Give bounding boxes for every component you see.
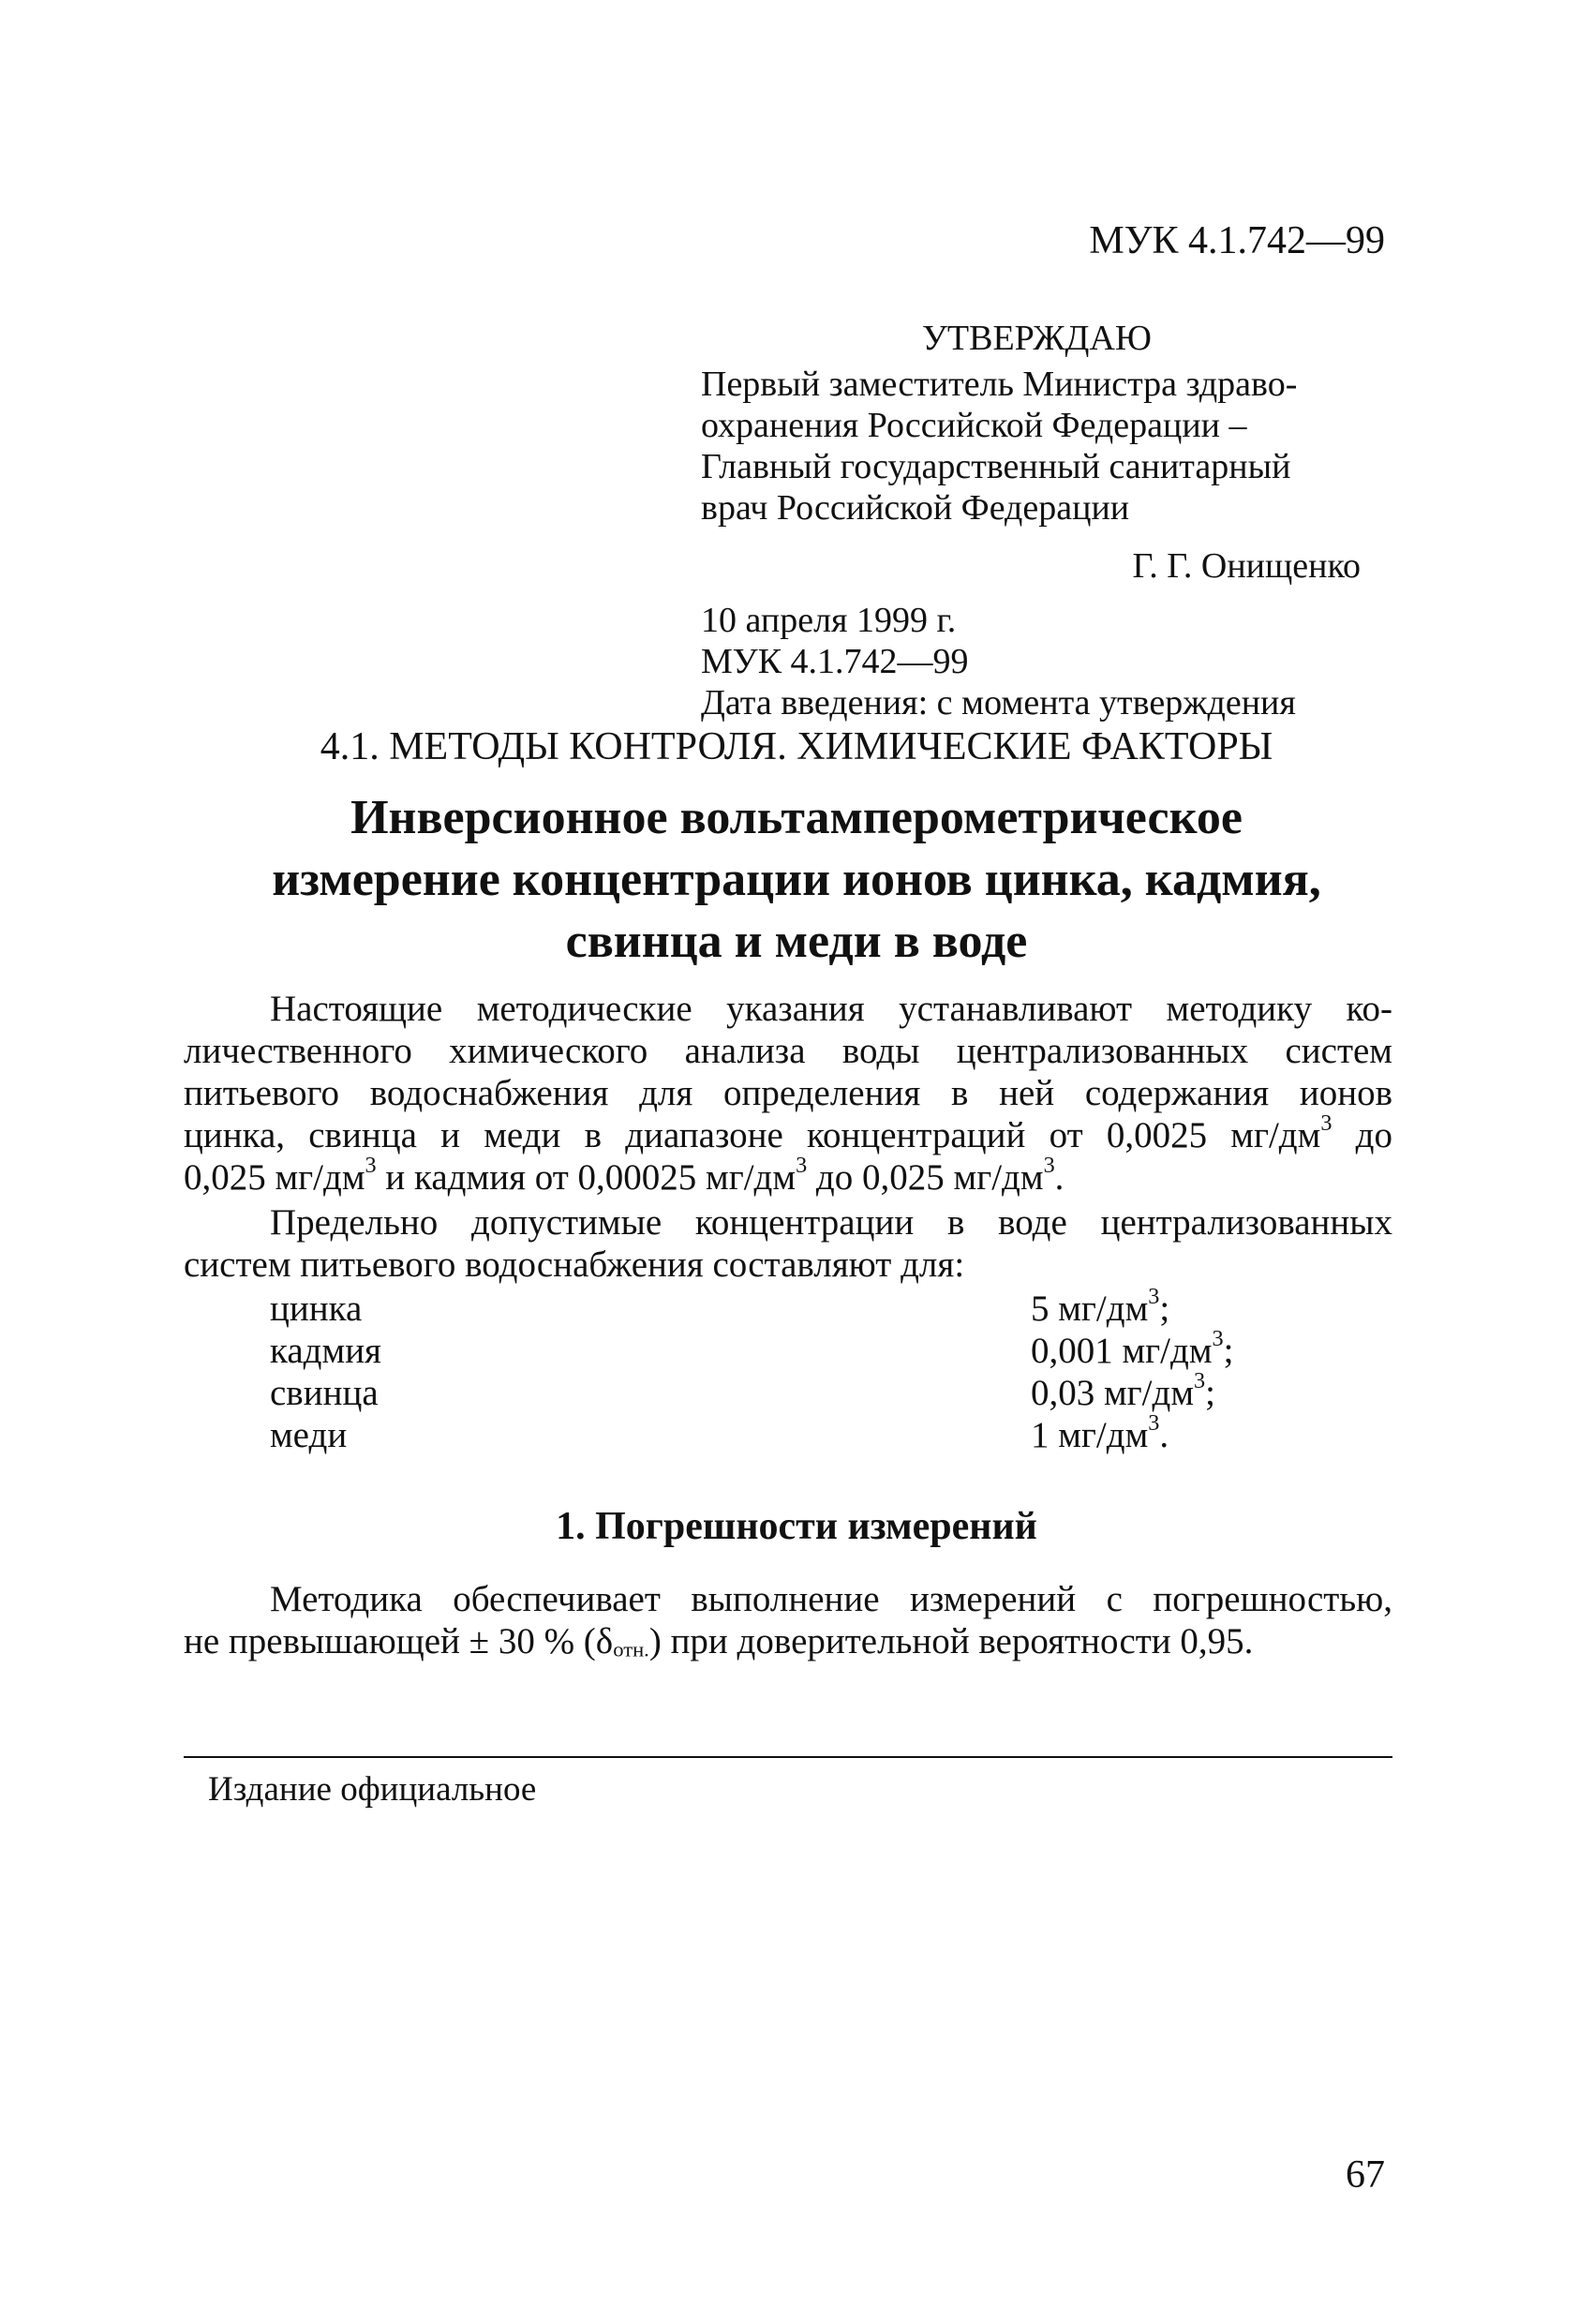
document-title-line: измерение концентрации ионов цинка, кадмия, xyxy=(272,853,1321,906)
paragraph-line: систем питьевого водоснабжения составляют для: xyxy=(184,1244,965,1285)
limit-value xyxy=(1031,1325,1234,1372)
intro-paragraph xyxy=(184,988,1392,1199)
approval-line: врач Российской Федерации xyxy=(701,488,1130,528)
limit-value-text: 5 мг/дм xyxy=(1031,1289,1149,1329)
limit-substance: кадмия xyxy=(270,1331,381,1371)
limit-substance: свинца xyxy=(270,1373,379,1413)
limits-list xyxy=(270,1283,1234,1456)
limit-row xyxy=(270,1367,1215,1414)
limit-substance: цинка xyxy=(270,1289,363,1329)
superscript: 3 xyxy=(1212,1325,1224,1351)
limits-intro-paragraph xyxy=(184,1201,1392,1286)
approval-date: 10 апреля 1999 г. xyxy=(701,601,957,640)
paragraph-line: Настоящие методические указания устанавливают методику ко- xyxy=(270,989,1392,1029)
paragraph-line xyxy=(184,1110,1393,1156)
section-title: 4.1. МЕТОДЫ КОНТРОЛЯ. ХИМИЧЕСКИЕ ФАКТОРЫ xyxy=(320,725,1273,768)
superscript: 3 xyxy=(1320,1110,1332,1136)
limit-value-end: ; xyxy=(1159,1289,1170,1329)
paragraph-line: Методика обеспечивает выполнение измерений с погрешностью, xyxy=(270,1579,1392,1619)
line-text: не превышающей ± 30 % (δ xyxy=(184,1621,614,1661)
document-title-line: свинца и меди в воде xyxy=(565,915,1028,968)
line-text: до xyxy=(1332,1115,1393,1155)
line-text: ) при доверительной вероятности 0,95. xyxy=(648,1621,1254,1661)
limit-value-end: ; xyxy=(1205,1373,1215,1413)
approval-signer: Г. Г. Онищенко xyxy=(1132,546,1361,586)
superscript: 3 xyxy=(1148,1283,1160,1309)
document-title-line: Инверсионное вольтамперометрическое xyxy=(350,791,1243,844)
limit-value-text: 0,03 мг/дм xyxy=(1031,1373,1195,1413)
footnote-divider xyxy=(184,1756,1392,1758)
limit-substance: меди xyxy=(270,1415,348,1455)
superscript: 3 xyxy=(365,1152,377,1178)
limit-row xyxy=(270,1409,1207,1456)
section-heading: 1. Погрешности измерений xyxy=(556,1505,1037,1548)
limit-value-text: 0,001 мг/дм xyxy=(1031,1331,1213,1371)
approval-line: охранения Российской Федерации – xyxy=(701,406,1247,445)
approval-line: Первый заместитель Министра здраво- xyxy=(701,365,1298,404)
approval-effective-date: Дата введения: с момента утверждения xyxy=(701,683,1296,723)
limit-value xyxy=(1031,1283,1170,1330)
limit-value xyxy=(1031,1409,1169,1456)
document-title xyxy=(0,787,1593,973)
superscript: 3 xyxy=(1148,1409,1160,1436)
superscript: 3 xyxy=(1194,1367,1206,1393)
limit-value-end: ; xyxy=(1223,1331,1234,1371)
paragraph-line: личественного химического анализа воды централизованных систем xyxy=(184,1031,1392,1071)
accuracy-paragraph xyxy=(184,1578,1392,1662)
limit-value-text: 1 мг/дм xyxy=(1031,1415,1149,1455)
limit-row xyxy=(270,1325,1234,1372)
superscript: 3 xyxy=(1043,1152,1055,1178)
line-text: . xyxy=(1054,1157,1064,1198)
subscript: отн. xyxy=(613,1637,649,1661)
paragraph-line: Предельно допустимые концентрации в воде централизованных xyxy=(270,1202,1392,1243)
paragraph-line xyxy=(184,1152,1392,1199)
limit-value xyxy=(1031,1367,1215,1414)
superscript: 3 xyxy=(796,1152,808,1178)
approval-block xyxy=(701,317,1366,723)
paragraph-line xyxy=(184,1620,1392,1662)
approval-code: МУК 4.1.742—99 xyxy=(701,642,969,681)
limit-row xyxy=(270,1283,1207,1330)
limit-value-end: . xyxy=(1159,1415,1169,1455)
line-text: 0,025 мг/дм xyxy=(184,1157,365,1198)
edition-note: Издание официальное xyxy=(208,1770,537,1809)
approval-line: Главный государственный санитарный xyxy=(701,447,1291,486)
page-number: 67 xyxy=(1346,2153,1385,2197)
document-code-header: МУК 4.1.742—99 xyxy=(1089,219,1385,262)
line-text: цинка, свинца и меди в диапазоне концентраций от 0,0025 мг/дм xyxy=(184,1115,1321,1155)
line-text: и кадмия от 0,00025 мг/дм xyxy=(376,1157,796,1198)
paragraph-line: питьевого водоснабжения для определения в ней содержания ионов xyxy=(184,1073,1392,1113)
approval-heading: УТВЕРЖДАЮ xyxy=(922,319,1152,358)
line-text: до 0,025 мг/дм xyxy=(807,1157,1044,1198)
